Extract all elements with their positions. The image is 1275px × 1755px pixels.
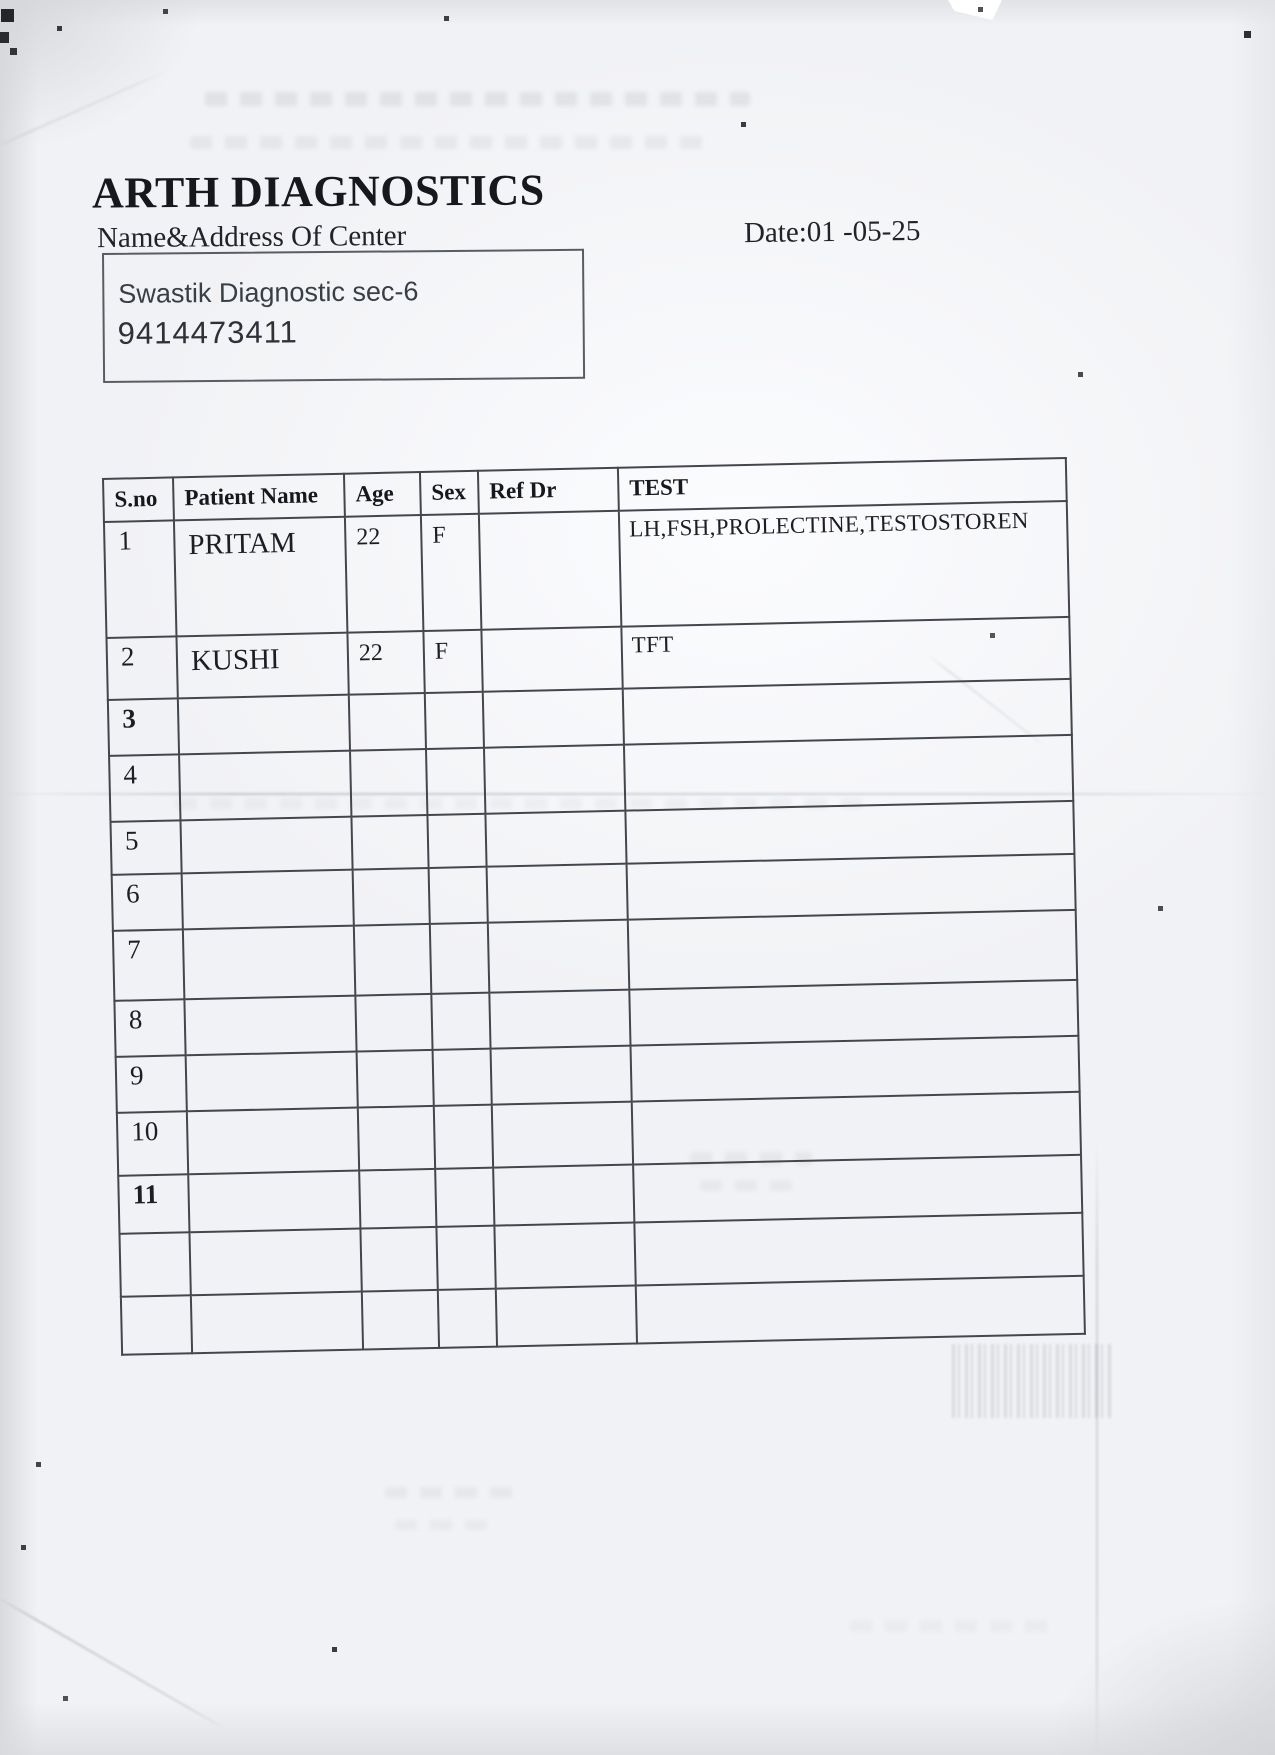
cell-ref-dr [491,1046,632,1105]
cell-patient-name [183,926,355,1000]
bleedthrough-barcode [952,1344,1114,1418]
column-header-test: TEST [618,458,1067,511]
cell-test [623,679,1072,745]
cell-age [351,815,428,870]
center-address-box [102,249,585,383]
cell-age [355,994,432,1052]
cell-test [633,1155,1082,1223]
column-header-patient-name: Patient Name [173,474,345,521]
cell-ref-dr [484,745,625,814]
cell-test: LH,FSH,PROLECTINE,TESTOSTOREN [619,501,1069,627]
bleedthrough-smudge [190,136,710,149]
cell-sex: F [421,514,482,631]
cell-sno: 11 [118,1174,189,1234]
cell-test [624,735,1073,811]
cell-age [358,1106,435,1171]
cell-test: TFT [621,617,1070,689]
lab-title: ARTH DIAGNOSTICS [91,165,545,218]
cell-age [362,1290,439,1350]
date-label: Date:01 -05-25 [743,214,921,250]
cell-patient-name [179,751,351,821]
cell-sex [429,867,488,924]
cell-patient-name: PRITAM [174,517,347,637]
cell-sex [436,1226,495,1290]
cell-test [627,854,1076,920]
center-address-label: Name&Address Of Center [96,219,407,255]
cell-age [350,749,427,817]
cell-ref-dr [494,1223,635,1289]
column-header-ref-dr: Ref Dr [478,468,619,514]
bleedthrough-smudge [385,1487,517,1498]
cell-sex [435,1168,494,1227]
cell-sno: 7 [113,929,185,1001]
cell-ref-dr [492,1102,633,1168]
cell-sex [431,993,490,1050]
center-name: Swastik Diagnostic sec-6 [118,276,419,309]
cell-sex [426,748,485,815]
paper-crease [0,69,168,148]
cell-patient-name [191,1292,363,1354]
cell-sno [121,1295,192,1355]
cell-sex [434,1105,493,1169]
cell-sno: 3 [108,698,179,756]
cell-sex [425,692,484,749]
cell-test [625,801,1074,864]
cell-sex [430,923,490,994]
cell-age: 22 [345,515,424,633]
cell-sno: 5 [111,820,182,875]
cell-test [631,1036,1080,1102]
cell-sex [433,1049,492,1106]
cell-ref-dr [488,920,629,993]
cell-test [628,910,1077,990]
cell-sex [438,1289,497,1348]
cell-age [353,868,430,926]
cell-patient-name [180,817,352,874]
cell-ref-dr [493,1165,634,1226]
scanner-specks [0,0,3,3]
cell-ref-dr [481,627,622,692]
torn-paper-notch [948,0,1002,20]
cell-ref-dr [496,1286,637,1347]
cell-age [360,1227,437,1292]
paper-crease [0,1595,228,1732]
cell-sno: 6 [112,873,183,931]
column-header-sex: Sex [420,471,479,515]
cell-test [629,980,1078,1046]
bleedthrough-smudge [205,92,750,106]
paper-crease [1096,1140,1098,1755]
cell-sno: 1 [104,520,177,637]
cell-sex: F [423,630,482,693]
cell-patient-name [186,1052,358,1112]
cell-sno: 4 [109,754,180,822]
cell-patient-name [184,996,356,1056]
table-body [104,501,1085,1355]
cell-test [632,1092,1081,1165]
cell-ref-dr [479,511,621,630]
cell-test [634,1213,1083,1286]
cell-sno: 10 [117,1111,188,1176]
cell-ref-dr [487,864,628,923]
column-header-age: Age [344,472,421,517]
requisition-table-wrap [102,457,1086,1356]
cell-age: 22 [347,631,424,695]
bleedthrough-smudge [850,1620,1060,1632]
cell-age [357,1050,434,1108]
cell-patient-name [187,1108,359,1175]
requisition-table [102,457,1086,1356]
center-phone: 9414473411 [117,314,298,351]
cell-sno: 9 [116,1055,187,1113]
cell-patient-name [189,1229,361,1296]
cell-test [636,1276,1085,1344]
cell-sno [119,1232,190,1297]
cell-sno: 2 [106,636,177,700]
cell-patient-name [188,1171,360,1233]
cell-ref-dr [483,689,624,748]
column-header-sno: S.no [103,477,174,522]
cell-sex [427,814,486,868]
cell-ref-dr [485,811,626,867]
table-row [104,501,1069,638]
cell-age [359,1169,436,1229]
bleedthrough-smudge [395,1520,487,1530]
cell-age [354,924,432,996]
cell-patient-name [178,695,350,755]
cell-age [349,693,426,751]
cell-patient-name: KUSHI [176,633,348,699]
cell-patient-name [182,870,354,930]
cell-sno: 8 [114,999,185,1057]
cell-ref-dr [489,990,630,1049]
